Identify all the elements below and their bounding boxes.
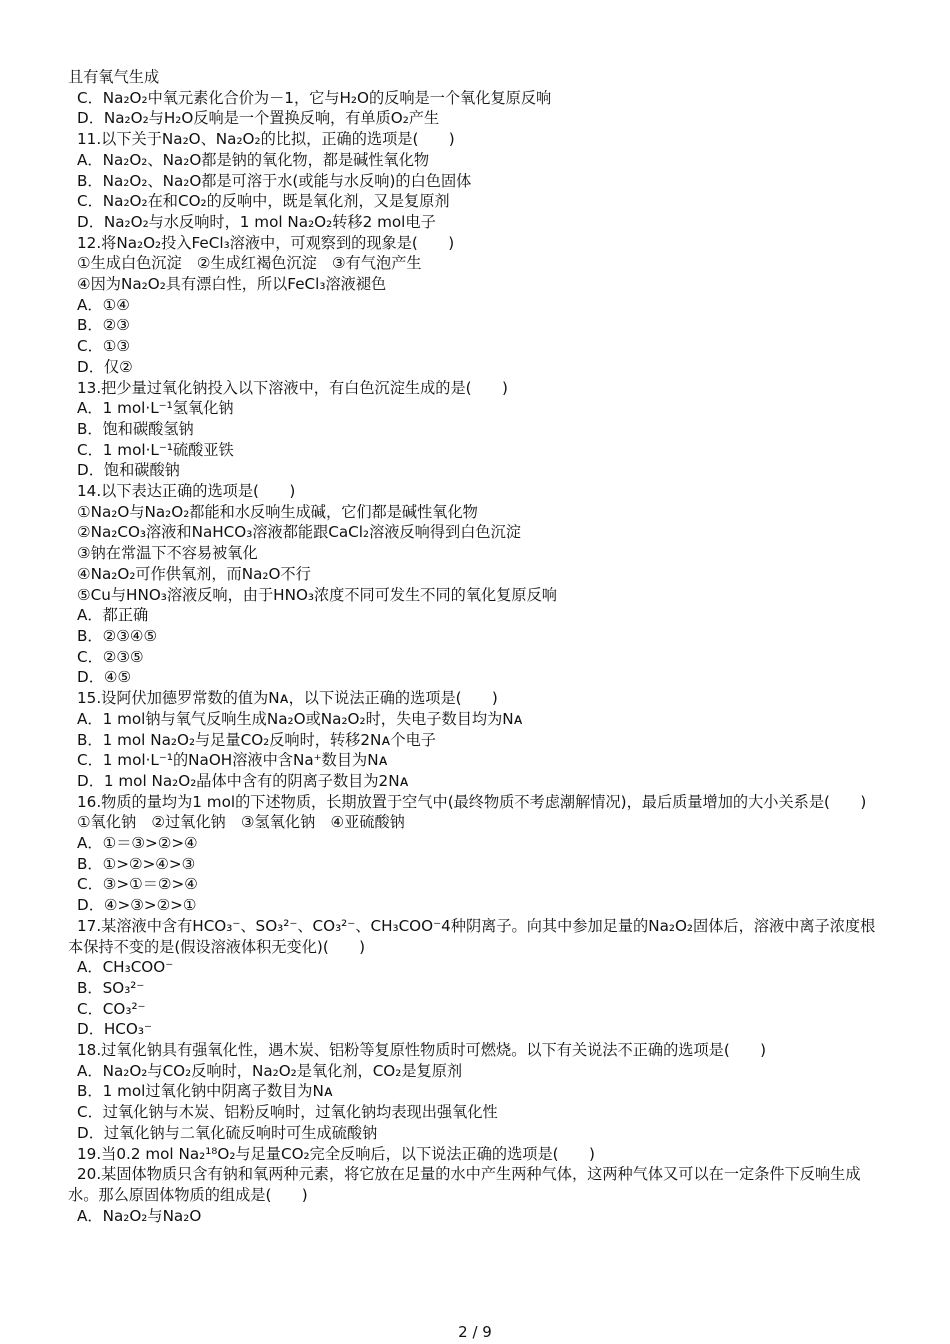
text-line: D．1 mol Na₂O₂晶体中含有的阴离子数目为2Nᴀ bbox=[77, 771, 409, 790]
text-line: 15.设阿伏加德罗常数的值为Nᴀ，以下说法正确的选项是( ) bbox=[77, 689, 498, 708]
text-line: A．Na₂O₂、Na₂O都是钠的氧化物，都是碱性氧化物 bbox=[77, 150, 430, 169]
text-line: ②Na₂CO₃溶液和NaHCO₃溶液都能跟CaCl₂溶液反响得到白色沉淀 bbox=[77, 523, 521, 542]
text-line: B．1 mol Na₂O₂与足量CO₂反响时，转移2Nᴀ个电子 bbox=[77, 730, 436, 749]
text-line: ③钠在常温下不容易被氧化 bbox=[77, 544, 258, 563]
text-line: ①氧化钠 ②过氧化钠 ③氢氧化钠 ④亚硫酸钠 bbox=[77, 813, 405, 832]
text-line: C．1 mol·L⁻¹硫酸亚铁 bbox=[77, 440, 234, 459]
text-line: A．Na₂O₂与CO₂反响时，Na₂O₂是氧化剂，CO₂是复原剂 bbox=[77, 1061, 463, 1080]
text-line: 20.某固体物质只含有钠和氧两种元素，将它放在足量的水中产生两种气体，这两种气体又可以在一定条件下反响生成水。那么原固体物质的组成是( ) bbox=[68, 1165, 861, 1204]
text-line: C．Na₂O₂中氧元素化合价为－1，它与H₂O的反响是一个氧化复原反响 bbox=[77, 88, 552, 107]
text-line: D．Na₂O₂与H₂O反响是一个置换反响，有单质O₂产生 bbox=[77, 109, 440, 128]
text-line: 19.当0.2 mol Na₂¹⁸O₂与足量CO₂完全反响后，以下说法正确的选项是( ) bbox=[77, 1144, 595, 1163]
text-line: C．②③⑤ bbox=[77, 647, 144, 666]
text-line: D．饱和碳酸钠 bbox=[77, 461, 180, 480]
text-line: A．①④ bbox=[77, 295, 130, 314]
text-line: ①生成白色沉淀 ②生成红褐色沉淀 ③有气泡产生 bbox=[77, 254, 422, 273]
text-line: ⑤Cu与HNO₃溶液反响，由于HNO₃浓度不同可发生不同的氧化复原反响 bbox=[77, 585, 557, 604]
text-line: B．饱和碳酸氢钠 bbox=[77, 419, 194, 438]
text-line: A．都正确 bbox=[77, 606, 149, 625]
text-line: 13.把少量过氧化钠投入以下溶液中，有白色沉淀生成的是( ) bbox=[77, 378, 508, 397]
text-line: B．Na₂O₂、Na₂O都是可溶于水(或能与水反响)的白色固体 bbox=[77, 171, 472, 190]
text-line: C．Na₂O₂在和CO₂的反响中，既是氧化剂，又是复原剂 bbox=[77, 192, 450, 211]
text-line: 11.以下关于Na₂O、Na₂O₂的比拟，正确的选项是( ) bbox=[77, 130, 455, 149]
text-line: D．④⑤ bbox=[77, 668, 132, 687]
text-line: 17.某溶液中含有HCO₃⁻、SO₃²⁻、CO₃²⁻、CH₃COO⁻4种阴离子。向其中参加足量的Na₂O₂固体后，溶液中离子浓度根本保持不变的是(假设溶液体积无变化)( ) bbox=[68, 916, 876, 956]
text-line: 16.物质的量均为1 mol的下述物质，长期放置于空气中(最终物质不考虑潮解情况)，最后质量增加的大小关系是( ) bbox=[77, 792, 867, 811]
text-line: C．1 mol·L⁻¹的NaOH溶液中含Na⁺数目为Nᴀ bbox=[77, 751, 388, 770]
text-line: A．①＝③>②>④ bbox=[77, 834, 198, 853]
text-line: B．①>②>④>③ bbox=[77, 854, 196, 873]
text-line: B．②③④⑤ bbox=[77, 626, 158, 645]
text-line: C．过氧化钠与木炭、铝粉反响时，过氧化钠均表现出强氧化性 bbox=[77, 1103, 498, 1122]
text-line: B．1 mol过氧化钠中阴离子数目为Nᴀ bbox=[77, 1082, 333, 1101]
text-line: 且有氧气生成 bbox=[68, 68, 160, 86]
document-body bbox=[68, 67, 888, 1226]
text-line: A．Na₂O₂与Na₂O bbox=[77, 1206, 202, 1225]
text-line: A．1 mol钠与氧气反响生成Na₂O或Na₂O₂时，失电子数目均为Nᴀ bbox=[77, 709, 523, 728]
text-line: C．③>①＝②>④ bbox=[77, 875, 198, 894]
text-line: D．过氧化钠与二氧化硫反响时可生成硫酸钠 bbox=[77, 1123, 378, 1142]
text-line: A．CH₃COO⁻ bbox=[77, 958, 174, 977]
text-line: D．④>③>②>① bbox=[77, 896, 197, 915]
text-line: ④Na₂O₂可作供氧剂，而Na₂O不行 bbox=[77, 564, 311, 583]
text-line: C．①③ bbox=[77, 337, 131, 356]
text-line: ①Na₂O与Na₂O₂都能和水反响生成碱，它们都是碱性氧化物 bbox=[77, 502, 478, 521]
text-line: 18.过氧化钠具有强氧化性，遇木炭、铝粉等复原性物质时可燃烧。以下有关说法不正确的选项是( ) bbox=[77, 1041, 767, 1060]
text-line: 14.以下表达正确的选项是( ) bbox=[77, 482, 296, 501]
text-line: D．Na₂O₂与水反响时，1 mol Na₂O₂转移2 mol电子 bbox=[77, 212, 436, 231]
text-line: B．SO₃²⁻ bbox=[77, 978, 145, 997]
text-line: ④因为Na₂O₂具有漂白性，所以FeCl₃溶液褪色 bbox=[77, 275, 387, 294]
text-line: A．1 mol·L⁻¹氢氧化钠 bbox=[77, 399, 234, 418]
page-number: 2 / 9 bbox=[458, 1323, 492, 1341]
text-line: 12.将Na₂O₂投入FeCl₃溶液中，可观察到的现象是( ) bbox=[77, 233, 455, 252]
text-line: D．仅② bbox=[77, 357, 133, 376]
text-line: B．②③ bbox=[77, 316, 130, 335]
text-line: D．HCO₃⁻ bbox=[77, 1020, 152, 1039]
text-line: C．CO₃²⁻ bbox=[77, 999, 146, 1018]
